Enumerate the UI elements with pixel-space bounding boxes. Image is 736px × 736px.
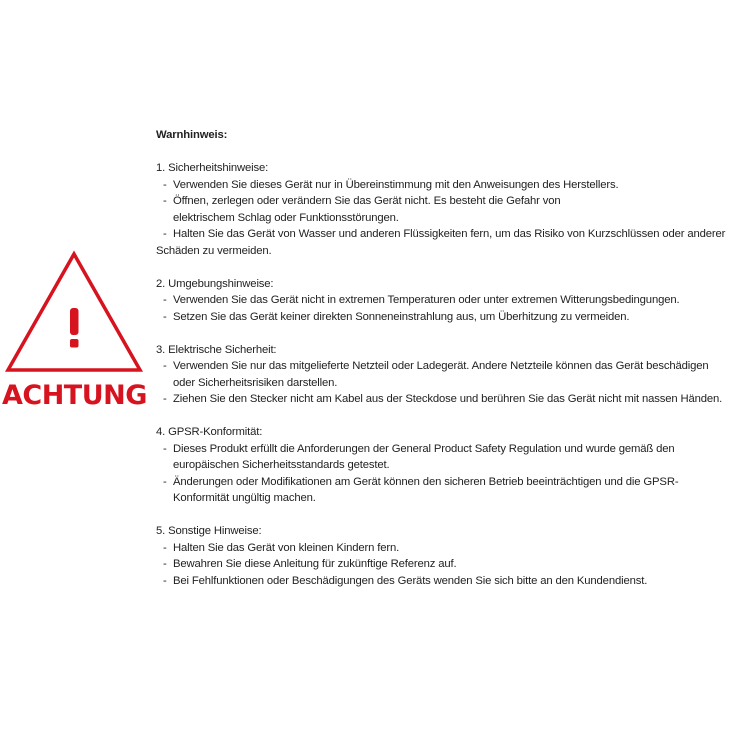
section-other-notes	[156, 523, 734, 589]
list-item: - Halten Sie das Gerät von kleinen Kindern fern.	[163, 541, 400, 554]
notice-heading: Warnhinweis:	[156, 129, 228, 141]
section-electrical-safety	[156, 342, 734, 408]
notice-text	[156, 127, 734, 606]
list-item: - Änderungen oder Modifikationen am Gerät können den sicheren Betrieb beeinträchtigen und die GPSR-Konformität ungültig machen.	[163, 475, 679, 504]
section-title: 3. Elektrische Sicherheit:	[156, 343, 277, 356]
list-item: - Bewahren Sie diese Anleitung für zukünftige Referenz auf.	[163, 558, 457, 570]
list-item: - Verwenden Sie dieses Gerät nur in Übereinstimmung mit den Anweisungen des Herstellers.	[163, 178, 619, 191]
warning-label: ACHTUNG	[2, 380, 147, 411]
warning-sign	[2, 250, 147, 420]
list-item: - Halten Sie das Gerät von Wasser und anderen Flüssigkeiten fern, um das Risiko von Kurzschlüssen oder anderer Schäden zu vermeiden.	[156, 228, 726, 257]
section-title: 1. Sicherheitshinweise:	[156, 162, 269, 174]
list-item: - Verwenden Sie nur das mitgelieferte Netzteil oder Ladegerät. Andere Netzteile können das Gerät beschädigen oder Sicherheitsrisiken darstellen.	[163, 360, 709, 389]
section-safety	[156, 160, 734, 259]
section-title: 5. Sonstige Hinweise:	[156, 525, 262, 537]
list-item: - Verwenden Sie das Gerät nicht in extremen Temperaturen oder unter extremen Witterungsbedingungen.	[163, 294, 680, 306]
section-environment	[156, 276, 734, 326]
section-gpsr-conformity	[156, 424, 734, 507]
section-title: 4. GPSR-Konformität:	[156, 426, 263, 438]
section-title: 2. Umgebungshinweise:	[156, 277, 274, 290]
warning-triangle-icon	[4, 250, 144, 374]
list-item: - Öffnen, zerlegen oder verändern Sie das Gerät nicht. Es besteht die Gefahr von elektrischem Schlag oder Funktionsstörungen.	[163, 195, 561, 224]
list-item: - Ziehen Sie den Stecker nicht am Kabel aus der Steckdose und berühren Sie das Gerät nicht mit nassen Händen.	[163, 393, 723, 405]
list-item: - Dieses Produkt erfüllt die Anforderungen der General Product Safety Regulation und wurde gemäß den europäischen Sicherheitsstandards getestet.	[163, 442, 675, 471]
list-item: - Bei Fehlfunktionen oder Beschädigungen des Geräts wenden Sie sich bitte an den Kundendienst.	[163, 574, 648, 587]
list-item: - Setzen Sie das Gerät keiner direkten Sonneneinstrahlung aus, um Überhitzung zu vermeiden.	[163, 310, 630, 323]
